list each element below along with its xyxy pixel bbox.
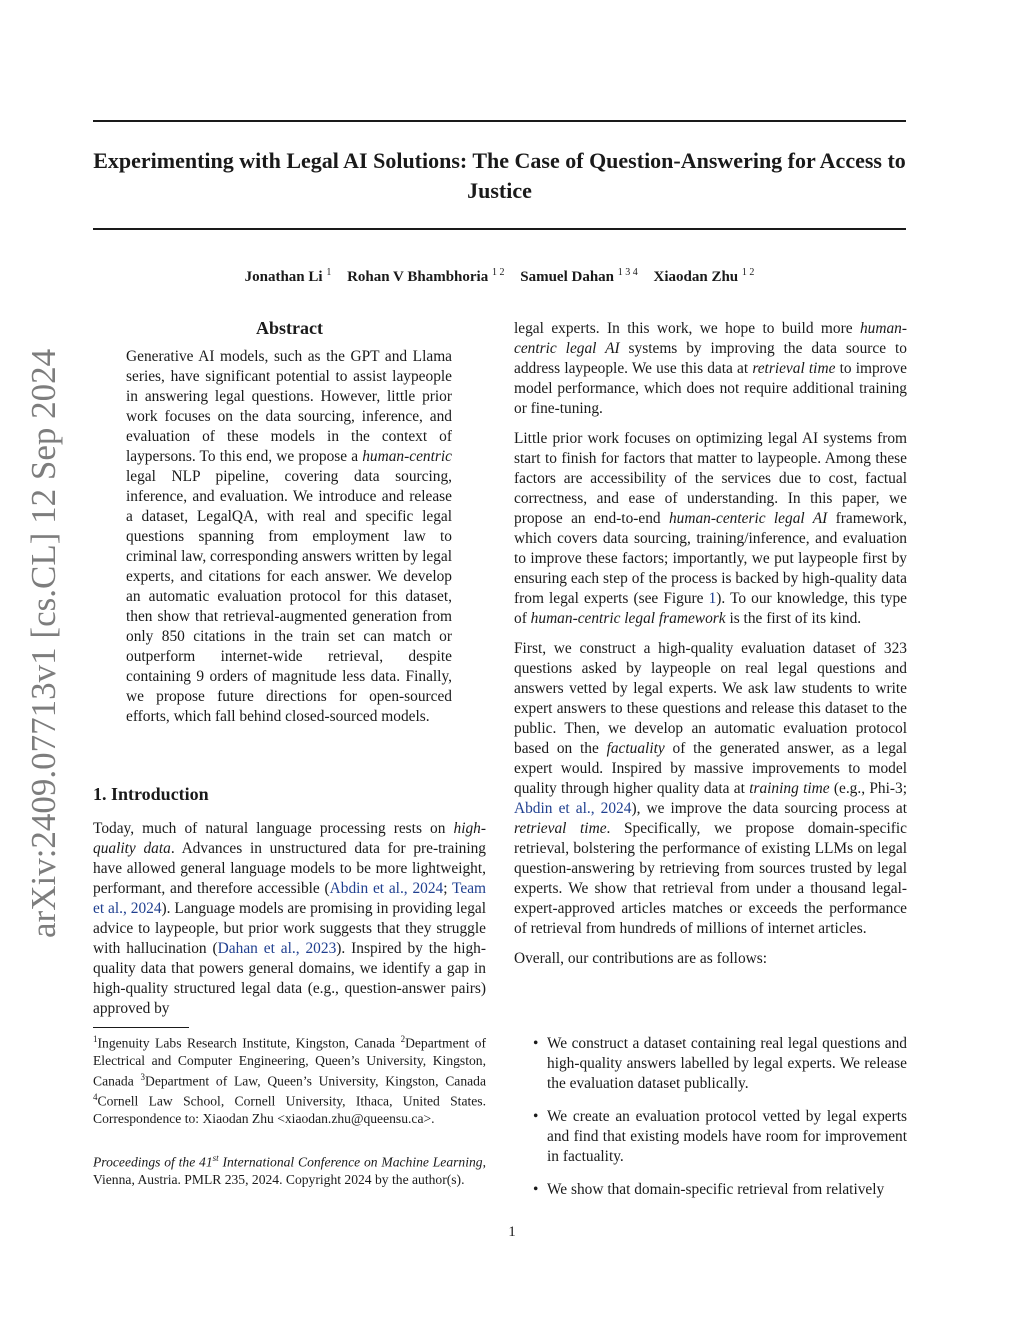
proceedings-note: Proceedings of the 41st International Conference on Machine Learning, Vienna, Austria. PMLR 235, 2024. Copyright 2024 by the author(s). — [93, 1153, 486, 1187]
abstract-body — [126, 347, 452, 727]
author: Samuel Dahan $^{1 3 4}$ — [520, 267, 638, 285]
bullet-marker: • — [533, 1035, 539, 1052]
right-column — [514, 319, 907, 979]
introduction-body — [93, 819, 486, 1019]
title-top-rule — [93, 120, 906, 122]
list-item: • We show that domain-specific retrieval from relatively — [533, 1181, 885, 1198]
author: Rohan V Bhambhoria $^{1 2}$ — [347, 267, 505, 285]
abstract-heading: Abstract — [256, 318, 323, 338]
author: Xiaodan Zhu $^{1 2}$ — [653, 267, 755, 285]
contributions-bullets — [514, 1034, 907, 1200]
citation-link[interactable]: Abdin et al., 2024 — [329, 880, 444, 897]
page-number: 1 — [508, 1224, 516, 1240]
body-paragraph: Little prior work focuses on optimizing legal AI systems from start to finish for factors that matter to laypeople. Among these factors are accessibility of the services due to cost, factual correctness, and ease of understanding. In this paper, we propose an end-to-end human-centeric legal AI framework, which covers data sourcing, training/inference, and evaluation to improve these factors; importantly, we put laypeople first by ensuring each step of the process is backed by high-quality data from legal experts (see Figure 1). To our knowledge, this type of human-centric legal framework is the first of its kind. — [514, 430, 907, 627]
introduction-heading: 1. Introduction — [93, 784, 209, 804]
intro-paragraph: Today, much of natural language processing rests on high-quality data. Advances in unstructured data for pre-training have allowed general language models to be more lightweight, performant, and therefore accessible (Abdin et al., 2024; Team et al., 2024). Language models are promising in providing legal advice to laypeople, but prior work suggests that they struggle with hallucination (Dahan et al., 2023). Inspired by the high-quality data that powers general domains, we identify a gap in high-quality structured legal data (e.g., question-answer pairs) approved by — [93, 820, 486, 1017]
contributions-list — [514, 1034, 907, 1213]
arxiv-identifier-stamp[interactable]: arXiv:2409.07713v1 [cs.CL] 12 Sep 2024 — [24, 348, 63, 938]
citation-link[interactable]: Abdin et al., 2024 — [514, 800, 632, 817]
author-list — [93, 262, 906, 288]
title-bottom-rule — [93, 228, 906, 230]
list-item: • We construct a dataset containing real legal questions and high-quality answers labelled by legal experts. We release the evaluation dataset publically. — [533, 1035, 907, 1092]
affiliation-footnotes: $^1$Ingenuity Labs Research Institute, Kingston, Canada $^2$Department of Electrical and Computer Engineering, Queen’s University, Kingston, Canada $^3$Department of Law, Queen’s University, Kingston, Canada $^4$Cornell Law School, Cornell University, Ithaca, United States. Correspondence to: Xiaodan Zhu <xiaodan.zhu@queensu.ca>. — [93, 1034, 487, 1126]
bullet-marker: • — [533, 1181, 539, 1198]
author: Jonathan Li $^1$ — [244, 267, 332, 285]
body-paragraph: Overall, our contributions are as follows: — [514, 950, 768, 967]
paper-title: Experimenting with Legal AI Solutions: The Case of Question-Answering for Access to Justice — [93, 148, 906, 203]
citation-link[interactable]: Dahan et al., 2023 — [217, 940, 337, 957]
citation-link[interactable]: Team et al., 2024 — [93, 880, 486, 917]
footnote-rule — [93, 1027, 189, 1028]
figure-link[interactable]: 1 — [708, 590, 717, 607]
body-paragraph: legal experts. In this work, we hope to build more human-centric legal AI systems by improving the data source to address laypeople. We use this data at retrieval time to improve model performance, which does not require additional training or fine-tuning. — [514, 320, 907, 417]
list-item: • We create an evaluation protocol vetted by legal experts and find that existing models have room for improvement in factuality. — [533, 1108, 907, 1165]
abstract-paragraph: Generative AI models, such as the GPT and Llama series, have significant potential to assist laypeople in answering legal questions. However, little prior work focuses on the data sourcing, inference, and evaluation of these models in the context of laypersons. To this end, we propose a human-centric legal NLP pipeline, covering data sourcing, inference, and evaluation. We introduce and release a dataset, LegalQA, with real and specific legal questions spanning from employment law to criminal law, corresponding answers written by legal experts, and citations for each answer. We develop an automatic evaluation protocol for this dataset, then show that retrieval-augmented generation from only 850 citations in the train set can match or outperform internet-wide retrieval, despite containing 9 orders of magnitude less data. Finally, we propose future directions for open-sourced efforts, which fall behind closed-sourced models. — [126, 348, 452, 725]
bullet-marker: • — [533, 1108, 539, 1125]
body-paragraph: First, we construct a high-quality evaluation dataset of 323 questions asked by laypeople on real legal questions and answers vetted by legal experts. We ask law students to write expert answers to these questions and release this dataset to the public. Then, we develop an automatic evaluation protocol based on the factuality of the generated answer, as a legal expert would. Inspired by massive improvements to model quality through higher quality data at training time (e.g., Phi-3; Abdin et al., 2024), we improve the data sourcing process at retrieval time. Specifically, we propose domain-specific retrieval, bolstering the performance of existing LLMs on legal question-answering by retrieving from sources trusted by legal experts. We show that retrieval from under a thousand legal-expert-approved articles matches or exceeds the performance of retrieval from hundreds of millions of internet articles. — [514, 640, 907, 937]
